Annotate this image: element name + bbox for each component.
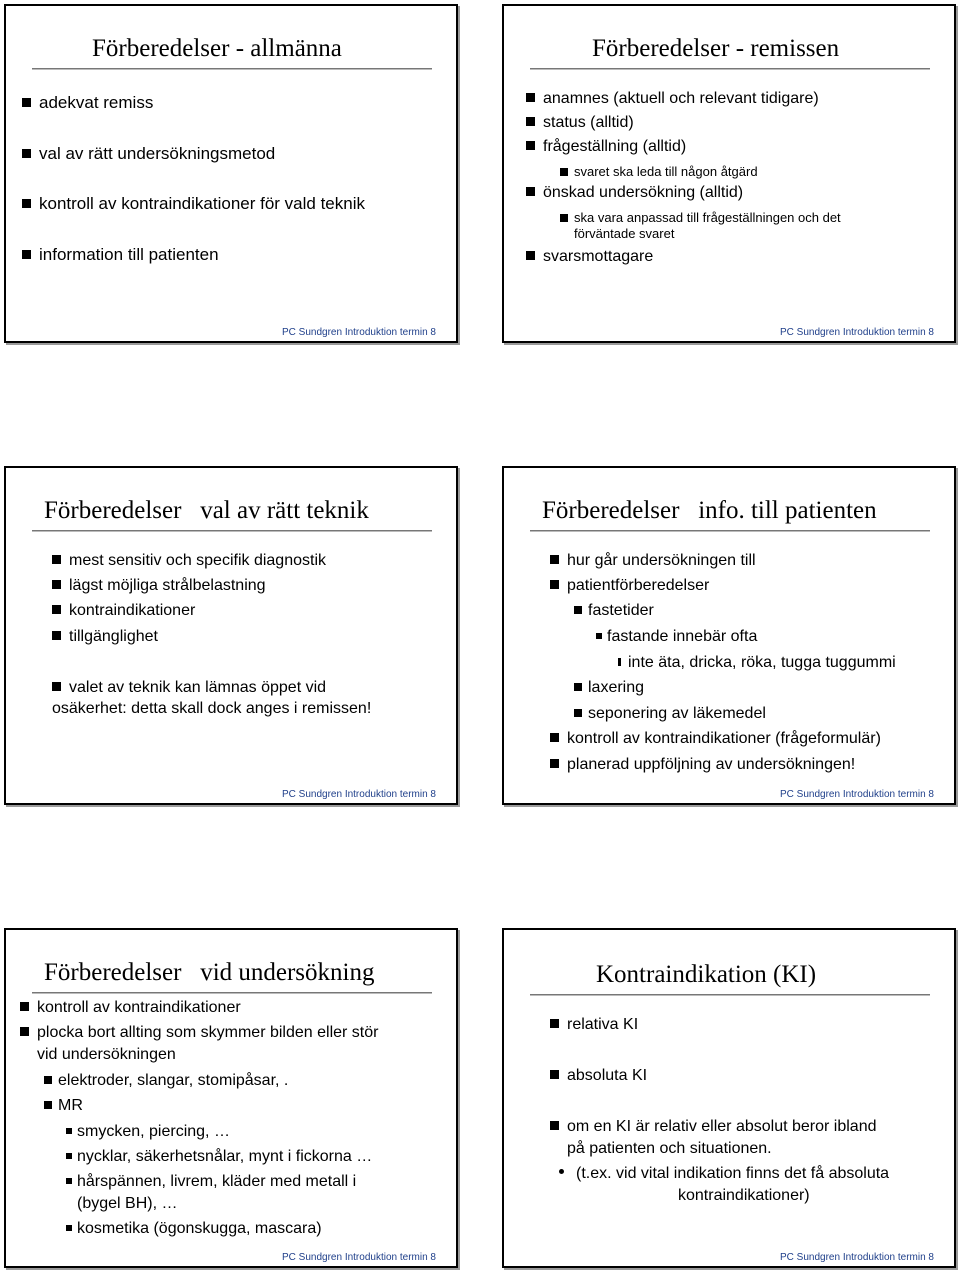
list-item: tillgänglighet	[52, 627, 158, 647]
list-item: kontraindikationer	[52, 601, 195, 621]
slide-forberedelser-remissen	[502, 4, 956, 343]
list-item: svarsmottagare	[526, 247, 653, 267]
slide-title: Förberedelser info. till patienten	[542, 497, 877, 524]
list-item: val av rätt undersökningsmetod	[22, 144, 275, 164]
title-divider	[530, 994, 930, 996]
square-bullet-icon	[550, 555, 559, 564]
list-item: patientförberedelser	[550, 576, 709, 596]
list-subitem: svaret ska leda till någon åtgärd	[560, 162, 758, 182]
title-divider	[32, 530, 432, 532]
square-bullet-icon	[550, 1070, 559, 1079]
list-subitem: fastande innebär ofta	[596, 627, 757, 647]
slide-footer: PC Sundgren Introduktion termin 8	[282, 789, 436, 800]
list-item: adekvat remiss	[22, 93, 153, 113]
title-divider	[530, 530, 930, 532]
list-item: plocka bort allting som skymmer bilden eller stör	[20, 1023, 378, 1043]
square-bullet-icon	[526, 117, 535, 126]
list-subitem-continuation: förväntade svaret	[574, 226, 675, 241]
slide-title: Förberedelser - allmänna	[92, 35, 342, 62]
square-bullet-icon	[550, 1121, 559, 1130]
slide-footer: PC Sundgren Introduktion termin 8	[780, 789, 934, 800]
slide-footer: PC Sundgren Introduktion termin 8	[282, 1252, 436, 1263]
list-item-continuation: på patienten och situationen.	[567, 1140, 772, 1157]
square-bullet-icon	[44, 1076, 52, 1084]
list-subitem: laxering	[574, 678, 644, 698]
square-bullet-icon	[550, 580, 559, 589]
list-item: frågeställning (alltid)	[526, 137, 686, 157]
bar-bullet-icon	[618, 658, 621, 666]
square-bullet-icon	[550, 733, 559, 742]
square-bullet-icon	[52, 555, 61, 564]
list-subitem-continuation: (bygel BH), …	[77, 1195, 178, 1212]
square-bullet-icon	[596, 633, 602, 639]
square-bullet-icon	[52, 682, 61, 691]
slide-footer: PC Sundgren Introduktion termin 8	[780, 1252, 934, 1263]
list-item: status (alltid)	[526, 113, 634, 133]
square-bullet-icon	[550, 759, 559, 768]
square-bullet-icon	[52, 605, 61, 614]
square-bullet-icon	[44, 1101, 52, 1109]
square-bullet-icon	[574, 683, 582, 691]
square-bullet-icon	[22, 98, 31, 107]
slide-footer: PC Sundgren Introduktion termin 8	[780, 327, 934, 338]
list-subitem: smycken, piercing, …	[66, 1122, 230, 1142]
slide-title: Förberedelser val av rätt teknik	[44, 497, 369, 524]
list-subitem: fastetider	[574, 601, 654, 621]
list-item: önskad undersökning (alltid)	[526, 183, 743, 203]
square-bullet-icon	[66, 1153, 72, 1159]
square-bullet-icon	[66, 1225, 72, 1231]
list-item: valet av teknik kan lämnas öppet vid	[52, 678, 326, 698]
square-bullet-icon	[574, 606, 582, 614]
list-item: anamnes (aktuell och relevant tidigare)	[526, 89, 819, 109]
round-bullet-icon	[559, 1169, 564, 1174]
square-bullet-icon	[574, 709, 582, 717]
list-item: lägst möjliga strålbelastning	[52, 576, 266, 596]
title-divider	[530, 68, 930, 70]
list-item: kontroll av kontraindikationer	[20, 998, 241, 1018]
list-item: kontroll av kontraindikationer för vald teknik	[22, 194, 365, 214]
square-bullet-icon	[22, 250, 31, 259]
slide-val-av-ratt-teknik	[4, 466, 458, 805]
list-item-continuation: vid undersökningen	[37, 1046, 176, 1063]
list-subitem: inte äta, dricka, röka, tugga tuggummi	[618, 653, 896, 673]
list-subitem: ska vara anpassad till frågeställningen och det	[560, 208, 841, 228]
square-bullet-icon	[22, 199, 31, 208]
square-bullet-icon	[22, 149, 31, 158]
square-bullet-icon	[550, 1019, 559, 1028]
slide-title: Kontraindikation (KI)	[596, 961, 817, 988]
square-bullet-icon	[66, 1128, 72, 1134]
list-item: relativa KI	[550, 1015, 638, 1035]
square-bullet-icon	[20, 1002, 29, 1011]
square-bullet-icon	[526, 187, 535, 196]
list-item: absoluta KI	[550, 1066, 647, 1086]
square-bullet-icon	[526, 93, 535, 102]
slide-title: Förberedelser - remissen	[592, 35, 840, 62]
list-subitem: elektroder, slangar, stomipåsar, .	[44, 1071, 288, 1091]
list-item: om en KI är relativ eller absolut beror ibland	[550, 1117, 877, 1137]
square-bullet-icon	[52, 580, 61, 589]
square-bullet-icon	[20, 1027, 29, 1036]
list-subitem: kosmetika (ögonskugga, mascara)	[66, 1219, 322, 1239]
title-divider	[32, 992, 432, 994]
slide-footer: PC Sundgren Introduktion termin 8	[282, 327, 436, 338]
list-item: kontroll av kontraindikationer (frågeformulär)	[550, 729, 881, 749]
slide-forberedelser-allmanna	[4, 4, 458, 343]
list-item-continuation: osäkerhet: detta skall dock anges i remissen!	[52, 700, 372, 717]
slide-kontraindikation	[502, 928, 956, 1268]
list-item: hur går undersökningen till	[550, 551, 756, 571]
list-subitem: MR	[44, 1096, 83, 1116]
list-item: information till patienten	[22, 245, 219, 265]
square-bullet-icon	[52, 631, 61, 640]
title-divider	[32, 68, 432, 70]
list-subitem: seponering av läkemedel	[574, 704, 766, 724]
list-item: mest sensitiv och specifik diagnostik	[52, 551, 326, 571]
list-subitem: hårspännen, livrem, kläder med metall i	[66, 1172, 356, 1192]
square-bullet-icon	[526, 251, 535, 260]
list-item: planerad uppföljning av undersökningen!	[550, 755, 855, 775]
slide-title: Förberedelser vid undersökning	[44, 959, 375, 986]
square-bullet-icon	[560, 214, 568, 222]
square-bullet-icon	[526, 141, 535, 150]
slide-vid-undersokning	[4, 928, 458, 1268]
list-subitem-continuation: kontraindikationer)	[678, 1187, 810, 1204]
list-subitem: nycklar, säkerhetsnålar, mynt i fickorna …	[66, 1147, 372, 1167]
list-subitem: (t.ex. vid vital indikation finns det få absoluta	[559, 1164, 889, 1184]
square-bullet-icon	[66, 1178, 72, 1184]
square-bullet-icon	[560, 168, 568, 176]
slide-info-till-patienten	[502, 466, 956, 805]
